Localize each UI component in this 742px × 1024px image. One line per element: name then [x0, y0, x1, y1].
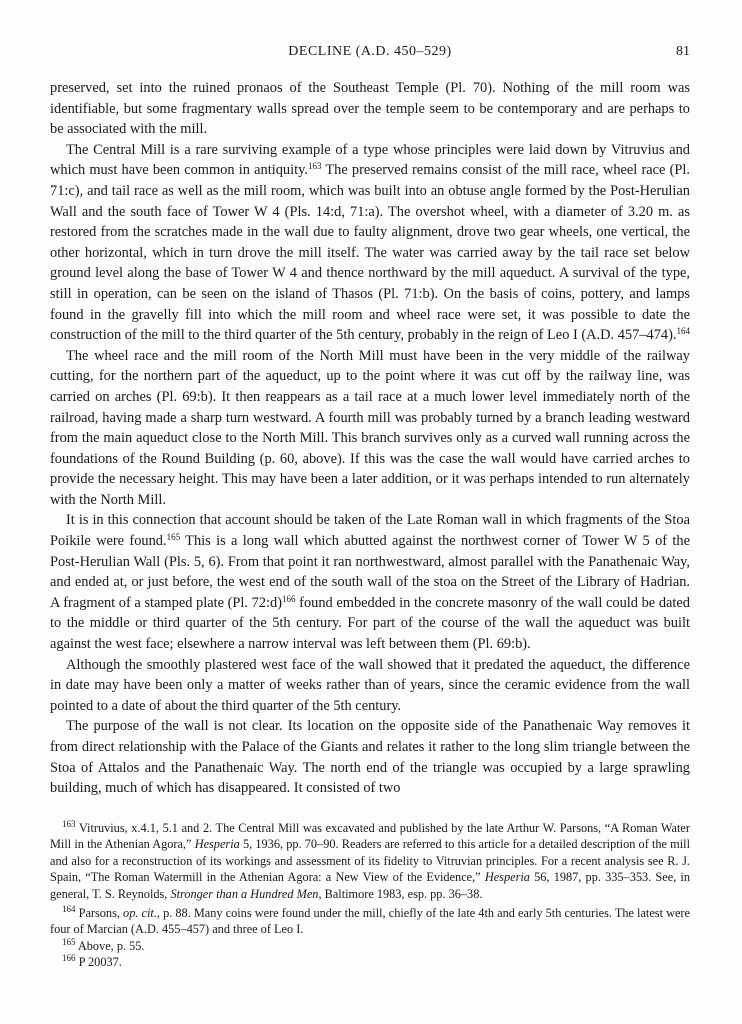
footnote-number: 163	[62, 819, 76, 829]
footnote-ref[interactable]: 166	[282, 593, 296, 604]
footnote-166	[50, 954, 690, 970]
paragraph-text: The Central Mill is a rare surviving example of a type whose principles were laid down by Vitruvius and which must have been common in antiquity.	[50, 141, 690, 179]
paragraph: The wheel race and the mill room of the North Mill must have been in the very middle of the railway cutting, for the northern part of the aqueduct, up to the point where it was cut off by the railway line, was carried on arches (Pl. 69:b). It then reappears as a tail race at a much lower level immediately north of the railroad, having made a sharp turn westward. A fourth mill was probably turned by a branch leading westward from the main aqueduct close to the North Mill. This branch survives only as a curved wall running across the foundations of the Round Building (p. 60, above). If this was the case the wall would have carried arches to provide the necessary height. This may have been a later addition, or it was perhaps intended to run alternately with the North Mill.	[50, 347, 690, 508]
running-title: DECLINE (A.D. 450–529)	[288, 44, 452, 59]
footnote-text: , p. 88. Many coins were found under the mill, chiefly of the late 4th and early 5th centuries. The latest were four of Marcian (A.D. 455–457) and three of Leo I.	[50, 906, 690, 937]
footnote-text: P 20037.	[75, 955, 122, 970]
footnote-text: 5, 1936, pp. 70–90. Readers are referred to this article for a detailed description of the mill and also for a reconstruction of its workings and assessment of its fidelity to Vitruvian principles. For a recent analysis see R. J. Spain, “The Roman Watermill in the Athenian Agora: a New View of the Evidence,”	[50, 837, 690, 885]
paragraph: preserved, set into the ruined pronaos of the Southeast Temple (Pl. 70). Nothing of the mill room was identifiable, but some fragmentary walls spread over the temple seem to be contemporary and are perhaps to be associated with the mill.	[50, 80, 690, 138]
paragraph-text: It is in this connection that account should be taken of the Late Roman wall in which fragments of the Stoa Poikile were found.	[50, 512, 690, 550]
paragraph-text: found embedded in the concrete masonry of the wall could be dated to the middle or third quarter of the 5th century. For part of the course of the wall the aqueduct was built against the west face; elsewhere a narrow interval was left between them (Pl. 69:b).	[50, 594, 690, 653]
footnote-164	[50, 905, 690, 938]
footnote-number: 166	[62, 953, 76, 964]
journal-title: Hesperia	[194, 837, 240, 852]
footnote-text: Vitruvius, x.4.1, 5.1 and 2. The Central Mill was excavated and published by the late Arthur W. Parsons, “A Roman Water Mill in the Athenian Agora,”	[50, 821, 690, 852]
footnote-text: , Baltimore 1983, esp. pp. 36–38.	[318, 886, 483, 901]
paragraph: Although the smoothly plastered west face of the wall showed that it predated the aqueduct, the difference in date may have been only a matter of weeks rather than of years, since the ceramic evidence from the wall pointed to a date of about the third quarter of the 5th century.	[50, 656, 690, 714]
running-header	[50, 44, 690, 64]
footnotes	[50, 820, 690, 971]
footnote-163	[50, 820, 690, 902]
citation-abbrev: op. cit.	[123, 906, 157, 921]
paragraph: The purpose of the wall is not clear. Its location on the opposite side of the Panathenaic Way removes it from direct relationship with the Palace of the Giants and relates it rather to the long slim triangle between the Stoa of Attalos and the Panathenaic Way. The north end of the triangle was occupied by a large sprawling building, much of which has disappeared. It consisted of two	[50, 718, 690, 797]
main-text	[50, 78, 690, 799]
footnote-text: 56, 1987, pp. 335–353. See, in general, T. S. Reynolds,	[50, 870, 690, 901]
footnote-number: 164	[62, 904, 76, 915]
footnote-ref[interactable]: 164	[676, 326, 690, 337]
footnote-ref[interactable]: 165	[166, 532, 181, 543]
book-title: Stronger than a Hundred Men	[170, 886, 319, 901]
paragraph	[50, 510, 690, 654]
paragraph-text: The preserved remains consist of the mill race, wheel race (Pl. 71:c), and tail race as well as the mill room, which was built into an obtuse angle formed by the Post-Herulian Wall and the south face of Tower W 4 (Pls. 14:d, 71:a). The overshot wheel, with a diameter of 3.20 m. as restored from the scratches made in the wall due to faulty alignment, drove two gear wheels, one vertical, the other horizontal, which in turn drove the mill itself. The water was carried away by the tail race set below ground level along the base of Tower W 4 and thence northward by the mill aqueduct. A survival of the type, still in operation, can be seen on the island of Thasos (Pl. 71:b). On the basis of coins, pottery, and lamps found in the gravelly fill into which the mill room and wheel race were set, it was possible to date the construction of the mill to the third quarter of the 5th century, probably in the reign of Leo I (A.D. 457–474).	[50, 162, 690, 344]
footnote-text: Parsons,	[75, 906, 124, 921]
footnote-ref[interactable]: 163	[307, 161, 322, 172]
page-number: 81	[676, 44, 690, 59]
footnote-text: Above, p. 55.	[75, 938, 145, 953]
journal-title: Hesperia	[484, 870, 530, 885]
paragraph-text: This is a long wall which abutted against the northwest corner of Tower W 5 of the Post-Herulian Wall (Pls. 5, 6). From that point it ran northwestward, almost parallel with the Panathenaic Way, and ended at, or just before, the west end of the south wall of the stoa on the Street of the Library of Hadrian. A fragment of a stamped plate (Pl. 72:d)	[50, 533, 690, 611]
footnote-165	[50, 938, 690, 954]
footnote-number: 165	[62, 936, 76, 947]
paragraph	[50, 140, 690, 346]
